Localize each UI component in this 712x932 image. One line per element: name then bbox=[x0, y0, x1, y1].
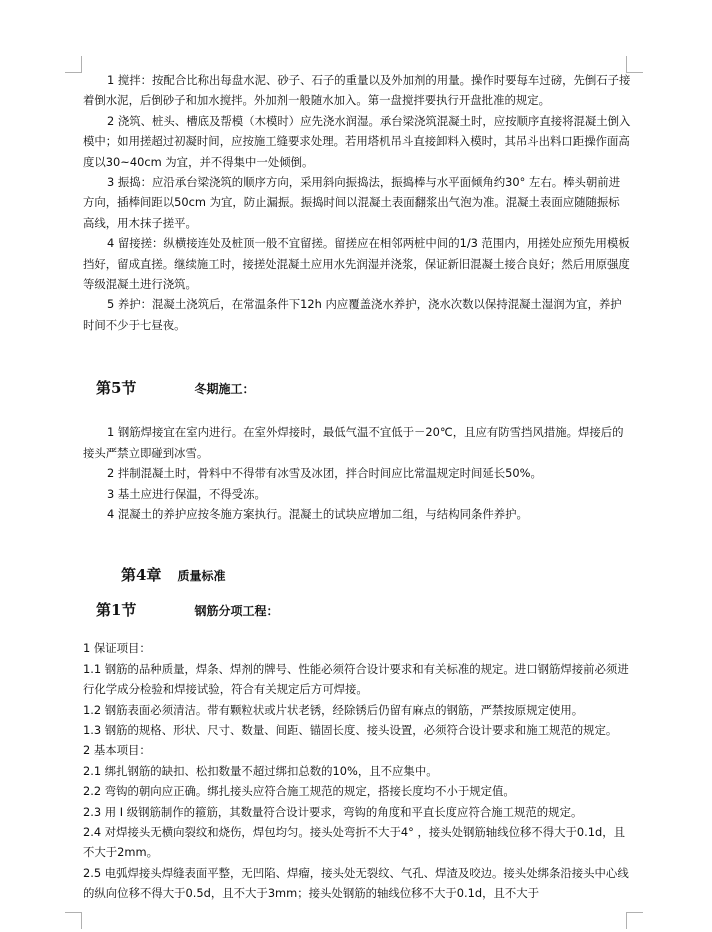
chapter-number: 第4章 bbox=[121, 566, 162, 585]
list-item: 2.1 绑扎钢筋的缺扣、松扣数量不超过绑扣总数的10%，且不应集中。 bbox=[83, 763, 438, 778]
list-item: 2.5 电弧焊接头焊缝表面平整，无凹陷、焊瘤，接头处无裂纹、气孔、焊渣及咬边。接头处绑条沿接头中心线的纵向位移不得大于0.5d，且不大于3mm；接头处钢筋的轴线位移不大于0.1d，且不大于 bbox=[83, 865, 629, 901]
list-item: 1.3 钢筋的规格、形状、尺寸、数量、间距、锚固长度、接头设置，必须符合设计要求和施工规范的规定。 bbox=[83, 722, 618, 737]
list-item: 1 钢筋焊接宜在室内进行。在室外焊接时，最低气温不宜低于－20℃，且应有防雪挡风措施。焊接后的接头严禁立即碰到冰雪。 bbox=[83, 425, 624, 460]
paragraph-pouring: 2 浇筑、桩头、槽底及帮模（木模时）应先浇水润湿。承台梁浇筑混凝土时，应按顺序直接将混凝土倒入模中；如用搓超过初凝时间，应按施工缝要求处理。若用塔机吊斗直接卸料入模时，其吊斗出料口距操作面高度以30~40cm 为宜，并不得集中一处倾倒。 bbox=[83, 113, 631, 169]
list-item: 4 混凝土的养护应按冬施方案执行。混凝土的试块应增加二组，与结构同条件养护。 bbox=[107, 506, 528, 521]
concrete-steps-block bbox=[83, 70, 631, 335]
list-item: 1 保证项目： bbox=[83, 641, 151, 656]
section-5-heading bbox=[83, 377, 631, 398]
chapter-4-heading bbox=[83, 564, 631, 585]
list-item: 3 基土应进行保温，不得受冻。 bbox=[107, 486, 266, 501]
section-title: 冬期施工： bbox=[194, 382, 255, 397]
list-item: 2 拌制混凝土时，骨料中不得带有冰雪及冰团，拌合时间应比常温规定时间延长50%。 bbox=[107, 466, 542, 481]
page-corner-mark-top-left bbox=[65, 56, 82, 73]
list-item: 1.1 钢筋的品种质量，焊条、焊剂的牌号、性能必须符合设计要求和有关标准的规定。进口钢筋焊接前必须进行化学成分检验和焊接试验，符合有关规定后方可焊接。 bbox=[83, 661, 629, 697]
paragraph-mixing: 1 搅拌：按配合比称出每盘水泥、砂子、石子的重量以及外加剂的用量。操作时要每车过磅，先倒石子接着倒水泥，后倒砂子和加水搅拌。外加剂一般随水加入。第一盘搅拌要执行开盘批准的规定。 bbox=[83, 73, 631, 108]
section-number: 第1节 bbox=[96, 601, 137, 620]
section-1-heading bbox=[83, 599, 631, 620]
list-item: 2.2 弯钩的朝向应正确。绑扎接头应符合施工规范的规定，搭接长度均不小于规定值。 bbox=[83, 784, 515, 799]
page-corner-mark-bottom-left bbox=[65, 912, 82, 929]
section-number: 第5节 bbox=[96, 379, 137, 398]
chapter-title: 质量标准 bbox=[177, 569, 226, 584]
paragraph-curing: 5 养护：混凝土浇筑后，在常温条件下12h 内应覆盖浇水养护，浇水次数以保持混凝土湿润为宜，养护时间不少于七昼夜。 bbox=[83, 297, 622, 332]
list-item: 1.2 钢筋表面必须清洁。带有颗粒状或片状老锈，经除锈后仍留有麻点的钢筋，严禁按原规定使用。 bbox=[83, 702, 584, 717]
rebar-quality-list bbox=[83, 638, 631, 903]
section-title: 钢筋分项工程： bbox=[194, 604, 279, 619]
list-item: 2.4 对焊接头无横向裂纹和烧伤，焊包均匀。接头处弯折不大于4° ，接头处钢筋轴线位移不得大于0.1d，且不大于2mm。 bbox=[83, 824, 626, 860]
list-item: 2.3 用 I 级钢筋制作的箍筋，其数量符合设计要求，弯钩的角度和平直长度应符合施工规范的规定。 bbox=[83, 804, 583, 819]
paragraph-vibrating: 3 振捣：应沿承台梁浇筑的顺序方向，采用斜向振捣法，振捣棒与水平面倾角约30° 左右。棒头朝前进方向，插棒间距以50cm 为宜，防止漏振。振捣时间以混凝土表面翻浆出气泡为准。混凝土表面应随随振标高线，用木抹子搓平。 bbox=[83, 175, 621, 230]
document-body bbox=[83, 70, 631, 904]
winter-construction-list bbox=[83, 422, 631, 524]
paragraph-construction-joint: 4 留接搓：纵横接连处及桩顶一般不宜留搓。留搓应在相邻两桩中间的1/3 范围内，用搓处应预先用模板挡好，留成直搓。继续施工时，接搓处混凝土应用水先润湿并浇浆，保证新旧混凝土接合良好；然后用原强度等级混凝土进行浇筑。 bbox=[83, 236, 630, 292]
list-item: 2 基本项目： bbox=[83, 743, 151, 758]
page-corner-mark-bottom-right bbox=[626, 912, 643, 929]
